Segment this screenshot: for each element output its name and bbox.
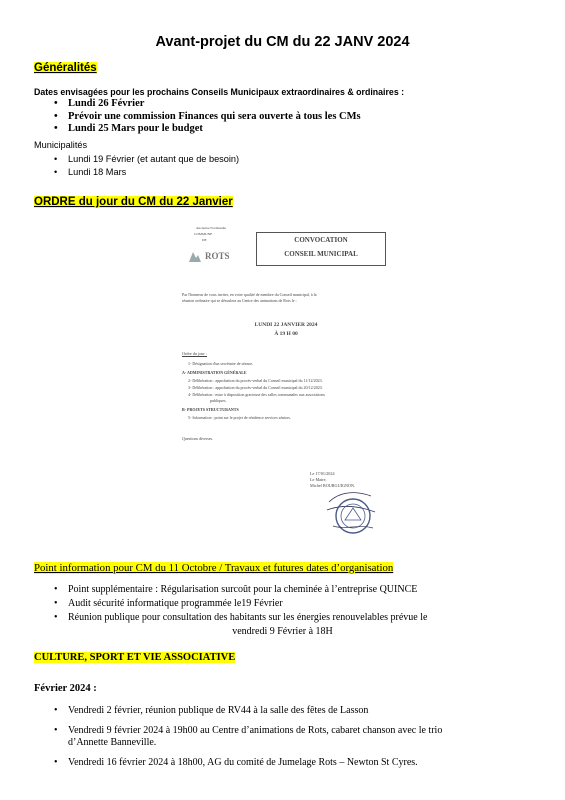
generalites-list — [68, 98, 361, 136]
logo-text: Ancienne Normandie — [196, 226, 227, 230]
agenda-line: 2- Délibération : approbation du procès-verbal du Conseil municipal du 11/12/2023. — [188, 378, 323, 383]
municipalites-label: Municipalités — [34, 140, 88, 150]
list-item: • Point supplémentaire : Régularisation surcoût pour la cheminée à l’entreprise QUINCE — [68, 583, 427, 597]
agenda-line: 1- Désignation d'un secrétaire de séance. — [188, 361, 254, 366]
generalites-intro: Dates envisagées pour les prochains Conseils Municipaux extraordinaires & ordinaires : — [34, 87, 405, 97]
list-item: • Vendredi 16 février 2024 à 18h00, AG du comité de Jumelage Rots – Newton St Cyres. — [68, 757, 548, 770]
agenda-line: 4- Délibération : mise à disposition gracieuse des salles communales aux associations — [188, 392, 325, 397]
rots-logo-icon — [188, 250, 202, 262]
list-item: • Lundi 18 Mars — [68, 166, 239, 179]
convocation-subtitle: CONSEIL MUNICIPAL — [284, 250, 358, 258]
agenda-line: B- PROJETS STRUCTURANTS — [182, 407, 239, 412]
agenda-line: A- ADMINISTRATION GÉNÉRALE — [182, 370, 247, 375]
culture-list — [68, 705, 548, 769]
convocation-scan — [180, 220, 392, 540]
municipal-stamp-icon — [325, 482, 377, 536]
agenda-line: 3- Délibération : approbation du procès-verbal du Conseil municipal du 20/12/2023. — [188, 385, 323, 390]
convocation-title-box — [256, 232, 386, 266]
agenda-line: Questions diverses. — [182, 436, 214, 441]
list-item: • Lundi 19 Février (et autant que de besoin) — [68, 153, 239, 166]
signature-name: Michel BOURGUIGNON. — [310, 483, 356, 488]
agenda-line: publiques. — [210, 398, 227, 403]
list-item: • Lundi 25 Mars pour le budget — [68, 123, 361, 136]
convocation-title: CONVOCATION — [294, 236, 348, 244]
convocation-intro: Par l'honneur de vous inviter, en votre qualité de membre du Conseil municipal, à la — [182, 292, 317, 297]
list-item: • Audit sécurité informatique programmée le19 Février — [68, 597, 427, 611]
convocation-date: LUNDI 22 JANVIER 2024 — [254, 322, 318, 328]
section-heading-ordre: ORDRE du jour du CM du 22 Janvier — [34, 196, 233, 208]
convocation-ordre-label: Ordre du jour : — [182, 351, 208, 356]
logo-text: DE — [202, 238, 207, 242]
municipalites-list — [68, 153, 239, 179]
agenda-line: 5- Information : point sur le projet de résidence services séniors. — [188, 415, 291, 420]
point-info-list — [68, 583, 427, 625]
culture-month: Février 2024 : — [34, 683, 97, 694]
list-item: • Réunion publique pour consultation des habitants sur les énergies renouvelables prévue le — [68, 611, 427, 625]
page-title: Avant-projet du CM du 22 JANV 2024 — [155, 34, 410, 50]
convocation-time: À 19 H 00 — [274, 331, 298, 337]
section-heading-generalites: Généralités — [34, 62, 97, 74]
signature-role: Le Maire, — [310, 477, 327, 482]
convocation-intro: réunion ordinaire qui se déroulera au Centre des animations de Rots le : — [182, 298, 297, 303]
point-info-continuation: vendredi 9 Février à 18H — [232, 626, 333, 637]
logo-name: ROTS — [205, 251, 230, 261]
section-heading-point-info: Point information pour CM du 11 Octobre / Travaux et futures dates d’organisation — [34, 562, 394, 574]
list-item: • Prévoir une commission Finances qui sera ouverte à tous les CMs — [68, 111, 361, 124]
section-heading-culture: CULTURE, SPORT ET VIE ASSOCIATIVE — [34, 652, 236, 663]
list-item: • Lundi 26 Février — [68, 98, 361, 111]
list-item: • Vendredi 9 février 2024 à 19h00 au Centre d’animations de Rots, cabaret chanson avec le trio d’Annette Banneville. — [68, 725, 548, 750]
signature-date: Le 17/01/2024 — [310, 471, 335, 476]
list-item: • Vendredi 2 février, réunion publique de RV44 à la salle des fêtes de Lasson — [68, 705, 548, 718]
logo-text: COMMUNE — [194, 232, 213, 236]
